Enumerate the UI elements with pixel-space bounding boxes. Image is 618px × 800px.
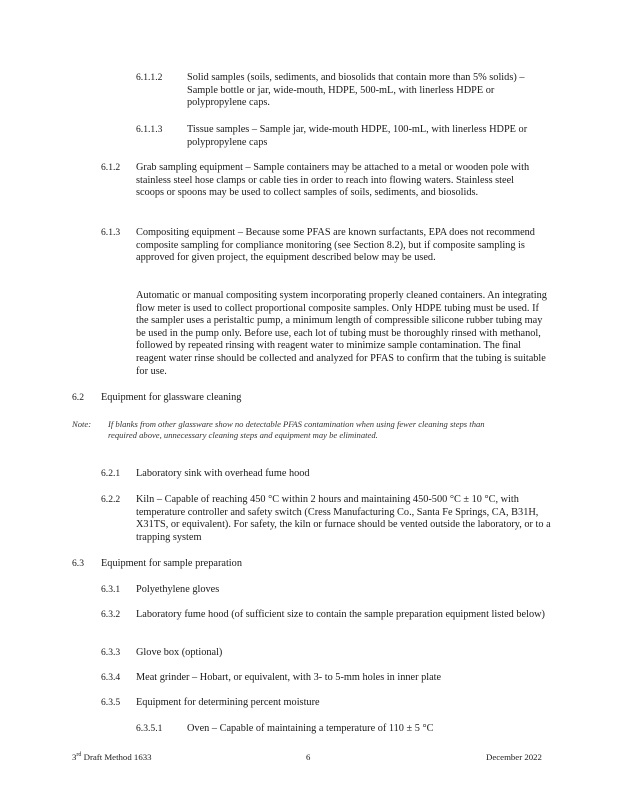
section-text: Glove box (optional): [136, 647, 223, 658]
section-text: Tissue samples – Sample jar, wide-mouth HDPE, 100-mL, with linerless HDPE or polypropylene caps: [187, 124, 528, 148]
footer-draft-suffix: rd: [76, 752, 82, 759]
section-number: 6.3.5.1: [136, 723, 163, 734]
section-number: 6.3.1: [101, 584, 121, 595]
section-number: 6.1.1.2: [136, 72, 163, 83]
section-heading: Equipment for glassware cleaning: [101, 392, 242, 403]
paragraph: Automatic or manual compositing system incorporating properly cleaned containers. An integrating flow meter is used to collect proportional composite samples. Only HDPE tubing must be used. If the sampler uses a peristaltic pump, a minimum length of compressible silicone rubber tubing may be used in the pump only. Before use, each lot of tubing must be thoroughly rinsed with methanol, followed by repeated rinsing with reagent water to minimize sample contamination. The final reagent water rinse should be collected and analyzed for PFAS to confirm that the tubing is suitable for use.: [136, 290, 547, 377]
section-number: 6.3: [72, 558, 84, 569]
section-heading: Equipment for sample preparation: [101, 558, 242, 569]
section-text: Meat grinder – Hobart, or equivalent, with 3- to 5-mm holes in inner plate: [136, 672, 442, 683]
note-text: If blanks from other glassware show no detectable PFAS contamination when using fewer cleaning steps than required above, unnecessary cleaning steps and equipment may be eliminated.: [108, 419, 485, 440]
section-text: Kiln – Capable of reaching 450 °C within 2 hours and maintaining 450-500 °C ± 10 °C, with temperature controller and safety switch (Cress Manufacturing Co., Santa Fe Springs, CA, B31H, X31TS, or equivalent). For safety, the kiln or furnace should be vented outside the laboratory, or to a trapping system: [136, 494, 551, 543]
section-text: Laboratory sink with overhead fume hood: [136, 468, 310, 479]
section-number: 6.3.2: [101, 609, 121, 620]
section-text: Compositing equipment – Because some PFAS are known surfactants, EPA does not recommend composite sampling for compliance monitoring (see Section 8.2), but if composite sampling is approved for given project, the equipment described below may be used.: [136, 227, 535, 264]
section-number: 6.1.1.3: [136, 124, 163, 135]
section-text: Grab sampling equipment – Sample containers may be attached to a metal or wooden pole with stainless steel hose clamps or cable ties in order to reach into flowing waters. Stainless steel scoops or spoons may be used to collect samples of soils, sediments, and biosolids.: [136, 162, 530, 199]
section-number: 6.1.3: [101, 227, 121, 238]
section-number: 6.1.2: [101, 162, 121, 173]
footer-method: [72, 752, 152, 762]
section-number: 6.2.2: [101, 494, 121, 505]
footer-page-number: 6: [306, 752, 311, 762]
section-text: Oven – Capable of maintaining a temperature of 110 ± 5 °C: [187, 723, 434, 734]
section-text: Equipment for determining percent moisture: [136, 697, 320, 708]
section-number: 6.2.1: [101, 468, 121, 479]
footer-method-title: Draft Method 1633: [81, 752, 152, 762]
footer-date: December 2022: [486, 752, 542, 762]
footer-draft-number: 3: [72, 752, 77, 762]
section-number: 6.2: [72, 392, 84, 403]
section-text: Laboratory fume hood (of sufficient size to contain the sample preparation equipment listed below): [136, 609, 545, 620]
section-number: 6.3.5: [101, 697, 121, 708]
section-number: 6.3.4: [101, 672, 121, 683]
section-number: 6.3.3: [101, 647, 121, 658]
note-label: Note:: [72, 419, 92, 429]
section-text: Solid samples (soils, sediments, and biosolids that contain more than 5% solids) – Sample bottle or jar, wide-mouth, HDPE, 500-mL, with linerless HDPE or polypropylene caps.: [187, 72, 525, 109]
section-text: Polyethylene gloves: [136, 584, 220, 595]
